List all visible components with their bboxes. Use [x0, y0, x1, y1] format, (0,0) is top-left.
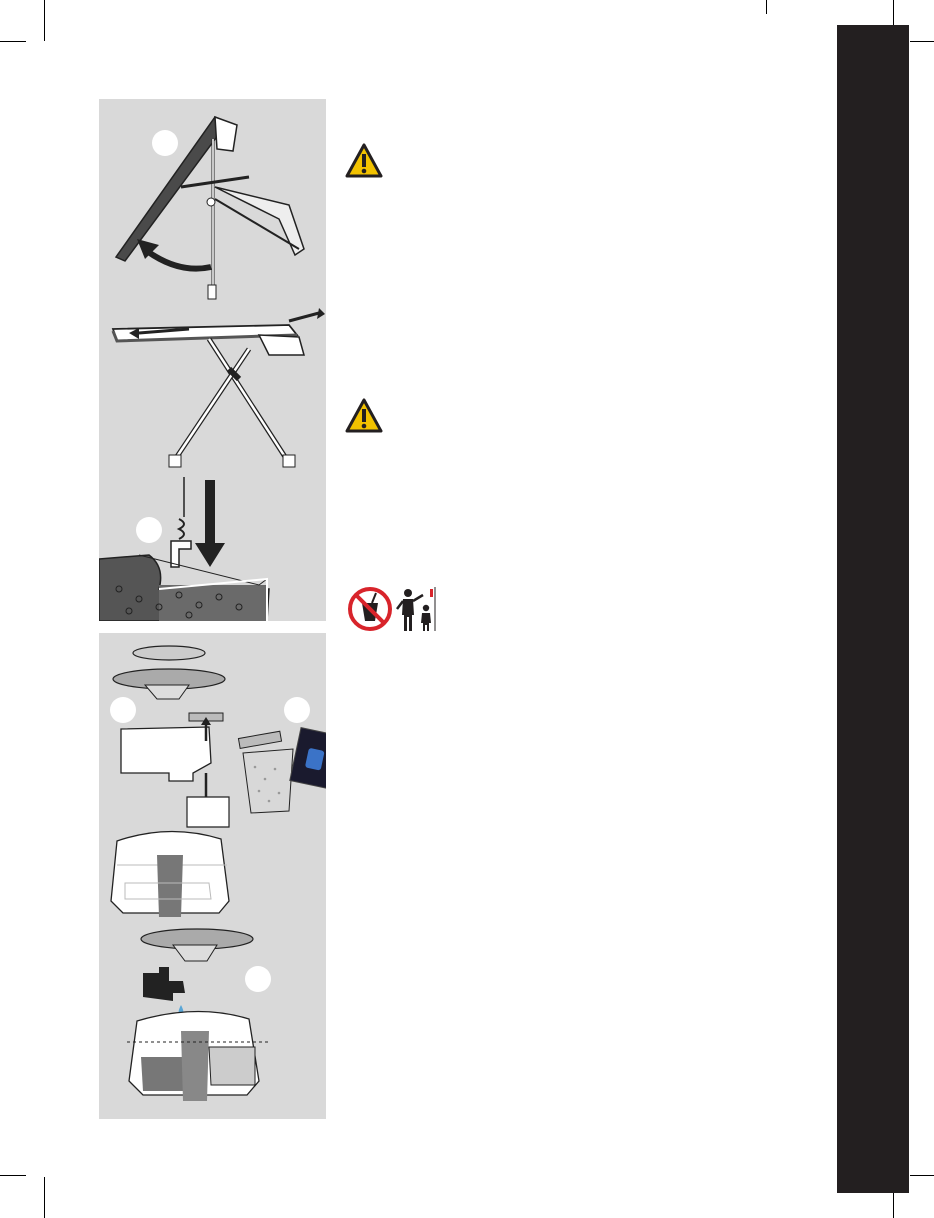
- crop-mark: [0, 1175, 26, 1176]
- water-filter-illustration: [99, 633, 326, 1119]
- crop-mark: [910, 1175, 934, 1176]
- crop-mark: [44, 1177, 45, 1218]
- crop-mark: [766, 0, 767, 14]
- no-drinking-icon: [350, 589, 390, 629]
- ironing-board-setup-illustration: [99, 99, 326, 621]
- warning-triangle-icon: [345, 143, 383, 179]
- crop-mark: [0, 41, 26, 42]
- keep-away-from-children-icon: [397, 587, 435, 631]
- safety-icons: [347, 585, 439, 633]
- section-side-tab: [837, 25, 909, 1193]
- warning-triangle-icon: [345, 398, 383, 434]
- crop-mark: [44, 0, 45, 41]
- crop-mark: [910, 41, 934, 42]
